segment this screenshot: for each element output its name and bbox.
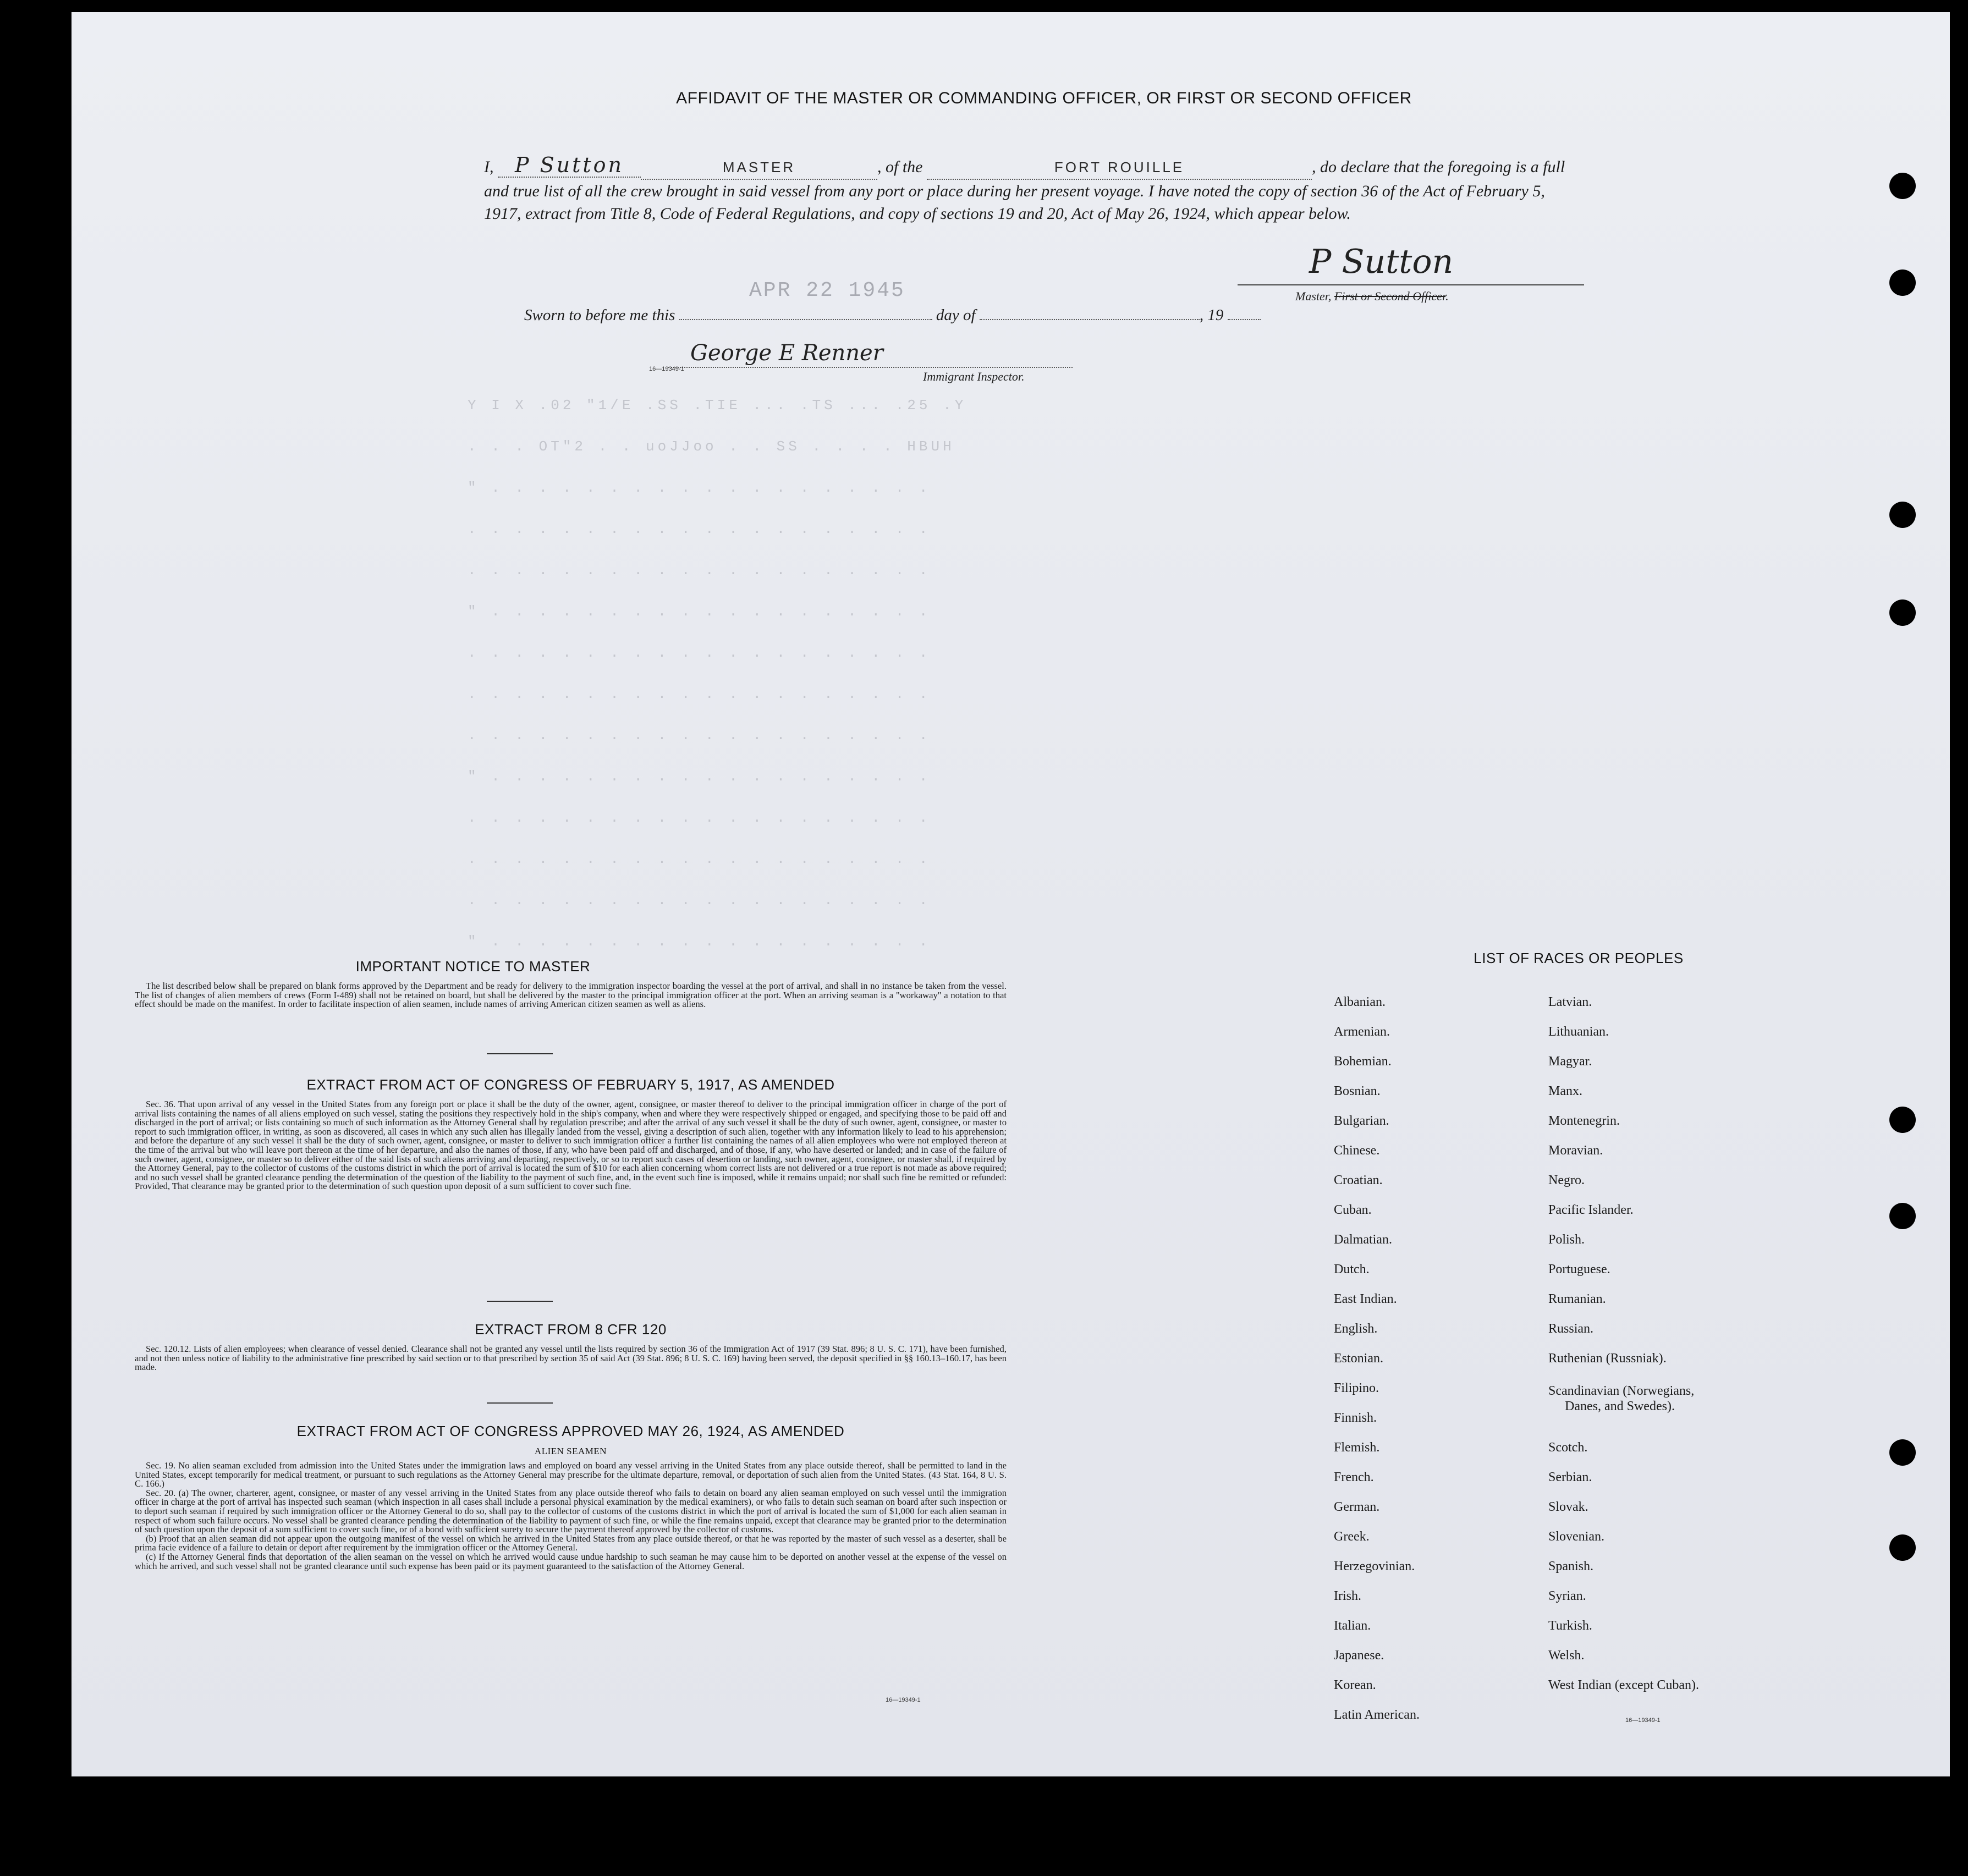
vessel-name-field: FORT ROUILLE <box>927 156 1312 180</box>
notice-heading: IMPORTANT NOTICE TO MASTER <box>355 958 591 975</box>
race-item: Irish. <box>1334 1589 1361 1603</box>
race-item: Spanish. <box>1548 1559 1594 1574</box>
race-item: Herzegovinian. <box>1334 1559 1415 1574</box>
race-item: Ruthenian (Russniak). <box>1548 1351 1667 1366</box>
affidavit-declaration <box>484 154 1579 225</box>
race-item: Japanese. <box>1334 1648 1384 1663</box>
race-item: Dutch. <box>1334 1262 1370 1277</box>
document-page: Y I X .02 "1/E .SS .TIE ... .TS ... .25 .Y . . . OT"2 . . uoJJoo . . SS . . . . HBUH " . . . . . . . . . . . . . . . . . . . . . . . . . . . . . . . . . . . . . . . . . . . . . . . . . . . . . . . . . . . " . . . . . . . . . . . . . . . . . . . . . . . . . . . . . . . . . . . . . . . . . . . . . . . . . . . . . . . . . . . . . . . . . . . . . . . . . . . . . . . " . . . . . . . . . . . . . . . . . . . . . . . . . . . . . . . . . . . . . . . . . . . . . . . . . . . . . . . . . . . . . . . . . . . . . . . . . . . . . . . " . . . . . . . . . . . . . . . . . . . AFFIDAVIT OF THE MASTER OR COMMANDING OFFICER, OR FIRST OR SECOND OFFICER I, P Sutton MASTER , of the FORT ROUILLE , do declare that the foregoing is a full and true list of all the crew brought in said vessel from any port or place during her present voyage. I have noted the copy of section 36 of the Act of February 5, 1917, extract from Title 8, Code of Federal Regulations, and copy of sections 19 and 20, Act of May 26, 1924, which appear below. APR 22 1945 P Sutton Master, First or Second Officer. Sworn to before me this day of , 19 George E Renner 16—19349-1 Immigrant Inspector. IMPORTANT NOTICE TO MASTER The list described below shall be prepared on blank forms approved by the Department and be ready for delivery to the immigration inspector boarding the vessel at the port of arrival, and shall in no instance be taken from the vessel. The list of changes of alien members of crews (Form I-489) shall not be retained on board, but shall be delivered by the master to the principal immigration officer at the port. When an arriving seaman is a "workaway" a notation to that effect should be made on the manifest. In order to facilitate inspection of alien seamen, include names of arriving American citizen seamen as well as aliens. EXTRACT FROM ACT OF CONGRESS OF FEBRUARY 5, 1917, AS AMENDED Sec. 36. That upon arrival of any vessel in the United States from any foreign port or place it shall be the duty of the owner, agent, consignee, or master thereof to deliver to the principal immigration officer in charge of the port of arrival lists containing the names of all aliens employed on such vessel, stating the positions they respectively hold in the ship's company, when and where they were respectively shipped or engaged, and specifying those to be paid off and discharged in the port of arrival; or lists containing so much of such information as the Attorney General shall by regulation prescribe; and after the arrival of any such vessel it shall be the duty of such owner, agent, consignee, or master to report to such immigration officer, in writing, as soon as discovered, all cases in which any such alien has illegally landed from the vessel, giving a description of such alien, together with any information likely to lead to his apprehension; and before the departure of any such vessel it shall be the duty of such owner, agent, consignee, or master to deliver to such immigration officer a further list containing the names of all alien employees who were not employed thereon at the time of the arrival but who will leave port thereon at the time of her departure, and also the names of those, if any, who have been paid off and discharged, and of those, if any, who have deserted or landed; and in case of the failure of such owner, agent, consignee, or master so to deliver either of the said lists of such aliens arriving and departing, respectively, or so to report such cases of desertion or landing, such owner, agent, consignee, or master shall, if required by the Attorney General, pay to the collector of customs of the customs district in which the port of arrival is located the sum of $10 for each alien concerning whom correct lists are not delivered or a true report is not made as above required; and no such vessel shall be granted clearance pending the determination of the question of the liability to the payment of such fine, and, in the event such fine is imposed, while it remains unpaid; nor shall such fine be remitted or refunded: Provided, That clearance may be granted prior to the determination of such question upon deposit of a sum sufficient to cover such fine. EXTRACT FROM 8 CFR 120 Sec. 120.12. Lists of alien employees; when clearance of vessel denied. Clearance shall not be granted any vessel until the lists required by section 36 of the Immigration Act of 1917 (39 Stat. 896; 8 U. S. C. 171), have been furnished, and not then unless notice of liability to the administrative fine prescribed by said section or to that prescribed by section 35 of said Act (39 Stat. 896; 8 U. S. C. 169) having been served, the deposit specified in §§ 160.13–160.17, has been made. EXTRACT FROM ACT OF CONGRESS APPROVED MAY 26, 1924, AS AMENDED ALIEN SEAMEN Sec. 19. No alien seaman excluded from admission into the United States under the immigration laws and employed on board any vessel arriving in the United States from any place outside thereof, shall be permitted to land in the United States, except temporarily for medical treatment, or pursuant to such regulations as the Attorney General may prescribe for the ultimate departure, removal, or deportation of such alien from the United States. (43 Stat. 164, 8 U. S. C. 166.) Sec. 20. (a) The owner, charterer, agent, consignee, or master of any vessel arriving in the United States from any place outside thereof who fails to detain on board any alien seaman employed on such vessel until the immigration officer in charge at the port of arrival has inspected such seaman (which inspection in all cases shall include a personal physical examination by the medical examiners), or who fails to detain such seaman on board after such inspection or to deport such seaman if required by such immigration officer or the Attorney General to do so, shall pay to the collector of customs of the customs district in which the port of arrival is located the sum of $1,000 for each alien seaman in respect of whom such failure occurs. No vessel shall be granted clearance pending the determination of the liability to payment of such fine, or while the fine remains unpaid, except that clearance may be granted prior to the determination of such question upon the deposit of a sum sufficient to cover such fine, or of a bond with sufficient surety to secure the payment thereof approved by the collector of customs. (b) Proof that an alien seaman did not appear upon the outgoing manifest of the vessel on which he arrived in the United States from any place outside thereof, or that he was reported by the master of such vessel as a deserter, shall be prima facie evidence of a failure to detain or deport after requirement by the immigration officer or the Attorney General. (c) If the Attorney General finds that deportation of the alien seaman on the vessel on which he arrived would cause undue hardship to such seaman he may cause him to be deported on another vessel at the expense of the vessel on which he arrived, and such vessel shall not be granted clearance until such expense has been paid or its payment guaranteed to the satisfaction of the Attorney General. 16—19349-1 LIST OF RACES OR PEOPLES Albanian. Armenian. Bohemian. Bosnian. Bulgarian. Chinese. Croatian. Cuban. Dalmatian. Dutch. East Indian. English. Estonian. Filipino. Finnish. Flemish. French. German. Greek. Herzegovinian. Irish. Italian. Japanese. Korean. Latin American. Latvian. Lithuanian. Magyar. Manx. Montenegrin. Moravian. Negro. Pacific Islander. Polish. Portuguese. Rumanian. Russian. Ruthenian (Russniak). Scandinavian (Norwegians, Danes, and Swedes). Scotch. Serbian. Slovak. Slovenian. Spanish. Syrian. Turkish. Welsh. West Indian (except Cuban). 16—19349-1 <box>72 12 1950 1776</box>
notice-paragraph: The list described below shall be prepared on blank forms approved by the Department and be ready for delivery to the immigration inspector boarding the vessel at the port of arrival, and shall in no instance be taken from the vessel. The list of changes of alien members of crews (Form I-489) shall not be retained on board, but shall be delivered by the master to the principal immigration officer at the port. When an arriving seaman is a "workaway" a notation to that effect should be made on the manifest. In order to facilitate inspection of alien seamen, include names of arriving American citizen seamen as well as aliens. <box>135 981 1007 1010</box>
inspector-label: Immigrant Inspector. <box>923 370 1025 383</box>
race-item: Latin American. <box>1334 1708 1420 1722</box>
race-item: Slovenian. <box>1548 1530 1604 1544</box>
sworn-prefix: Sworn to before me this <box>524 306 675 324</box>
race-item: Serbian. <box>1548 1470 1592 1484</box>
day-of-text: day of <box>936 306 976 324</box>
sec20b-paragraph: (b) Proof that an alien seaman did not appear upon the outgoing manifest of the vessel on which he arrived in the United States from any place outside thereof, or that he was reported by the master of such vessel as a deserter, shall be prima facie evidence of a failure to detain or deport after requirement by the immigration officer or the Attorney General. <box>135 1533 1007 1553</box>
sec19-paragraph: Sec. 19. No alien seaman excluded from admission into the United States under the immigration laws and employed on board any vessel arriving in the United States from any place outside thereof, shall be permitted to land in the United States, except temporarily for medical treatment, or pursuant to such regulations as the Attorney General may prescribe for the ultimate departure, removal, or deportation of such alien from the United States. (43 Stat. 164, 8 U. S. C. 166.) <box>135 1460 1007 1489</box>
race-item: Cuban. <box>1334 1203 1372 1217</box>
sworn-line <box>524 306 1294 324</box>
sworn-day-field <box>679 319 932 320</box>
race-item: Italian. <box>1334 1619 1371 1633</box>
race-item: Dalmatian. <box>1334 1233 1392 1247</box>
notice-text <box>135 982 1007 1009</box>
race-item: Bohemian. <box>1334 1054 1392 1069</box>
race-item: Korean. <box>1334 1678 1376 1692</box>
affidavit-title: AFFIDAVIT OF THE MASTER OR COMMANDING OFFICER, OR FIRST OR SECOND OFFICER <box>676 89 1412 107</box>
form-number-right: 16—19349-1 <box>1625 1717 1661 1724</box>
race-item: Latvian. <box>1548 995 1592 1009</box>
race-item: Lithuanian. <box>1548 1025 1609 1039</box>
race-item: Filipino. <box>1334 1381 1379 1395</box>
race-item: Manx. <box>1548 1084 1582 1098</box>
race-item: Turkish. <box>1548 1619 1592 1633</box>
date-stamp: APR 22 1945 <box>749 279 905 302</box>
race-item: Polish. <box>1548 1233 1585 1247</box>
officer-signature-label <box>1295 289 1449 304</box>
extract-1917-heading: EXTRACT FROM ACT OF CONGRESS OF FEBRUARY 5, 1917, AS AMENDED <box>306 1076 835 1093</box>
race-item: Scotch. <box>1548 1440 1588 1455</box>
year-prefix: , 19 <box>1199 306 1224 324</box>
race-item: Estonian. <box>1334 1351 1383 1366</box>
form-number-top: 16—19349-1 <box>649 366 684 372</box>
extract-cfr-text <box>135 1345 1007 1372</box>
extract-1917-text <box>135 1100 1007 1191</box>
extract-cfr-heading: EXTRACT FROM 8 CFR 120 <box>475 1321 667 1338</box>
race-item: Greek. <box>1334 1530 1370 1544</box>
officer-label-end: . <box>1445 289 1449 303</box>
race-item: Syrian. <box>1548 1589 1586 1603</box>
races-list <box>1334 995 1818 1754</box>
race-item: Bosnian. <box>1334 1084 1381 1098</box>
officer-label-struck: First or Second Officer <box>1334 289 1446 303</box>
race-item: Russian. <box>1548 1322 1594 1336</box>
race-item: Slovak. <box>1548 1500 1588 1514</box>
declaration-body: that the foregoing is a full and true list of all the crew brought in said vessel from any port or place during her present voyage. I have noted the copy of section 36 of the Act of February 5, 1917, extract from Title 8, Code of Federal Regulations, and copy of sections 19 and 20, Act of May 26, 1924, which appear below. <box>484 158 1565 223</box>
divider <box>487 1402 553 1404</box>
extract-1924-text <box>135 1461 1007 1571</box>
officer-signature-line <box>1238 243 1584 285</box>
race-item: Rumanian. <box>1548 1292 1606 1306</box>
divider <box>487 1053 553 1054</box>
sec20a-paragraph: Sec. 20. (a) The owner, charterer, agent, consignee, or master of any vessel arriving in the United States from any place outside thereof who fails to detain on board any alien seaman employed on such vessel until the immigration officer in charge at the port of arrival has inspected such seaman (which inspection in all cases shall include a personal physical examination by the medical examiners), or who fails to detain such seaman on board after such inspection or to deport such seaman if required by such immigration officer or the Attorney General to do so, shall pay to the collector of customs of the customs district in which the port of arrival is located the sum of $1,000 for each alien seaman in respect of whom such failure occurs. No vessel shall be granted clearance pending the determination of the liability to payment of such fine, or while the fine remains unpaid, except that clearance may be granted prior to the determination of such question upon the deposit of a sum sufficient to cover such fine, or of a bond with sufficient surety to secure the payment thereof approved by the collector of customs. <box>135 1487 1007 1535</box>
position-field: MASTER <box>641 156 877 180</box>
do-declare-text: , do declare <box>1312 158 1390 176</box>
sworn-year-field <box>1228 319 1261 320</box>
of-the-text: , of the <box>877 158 923 176</box>
race-item: Welsh. <box>1548 1648 1585 1663</box>
extract-cfr-paragraph: Sec. 120.12. Lists of alien employees; when clearance of vessel denied. Clearance shall not be granted any vessel until the lists required by section 36 of the Immigration Act of 1917 (39 Stat. 896; 8 U. S. C. 171), have been furnished, and not then unless notice of liability to the administrative fine prescribed by said section or to that prescribed by section 35 of said Act (39 Stat. 896; 8 U. S. C. 169) having been served, the deposit specified in §§ 160.13–160.17, has been made. <box>135 1344 1007 1373</box>
inspector-signature-line <box>668 340 1073 368</box>
race-item: Finnish. <box>1334 1411 1377 1425</box>
race-item: Moravian. <box>1548 1143 1603 1158</box>
race-item: Magyar. <box>1548 1054 1592 1069</box>
race-item: Albanian. <box>1334 995 1386 1009</box>
race-item: Armenian. <box>1334 1025 1390 1039</box>
race-item: Croatian. <box>1334 1173 1383 1187</box>
form-number-left: 16—19349-1 <box>886 1697 921 1703</box>
race-item: East Indian. <box>1334 1292 1397 1306</box>
race-item: Danes, and Swedes). <box>1565 1399 1675 1413</box>
i-word: I, <box>484 158 494 176</box>
sec20c-paragraph: (c) If the Attorney General finds that deportation of the alien seaman on the vessel on which he arrived would cause undue hardship to such seaman he may cause him to be deported on another vessel at the expense of the vessel on which he arrived, and such vessel shall not be granted clearance until such expense has been paid or its payment guaranteed to the satisfaction of the Attorney General. <box>135 1551 1007 1571</box>
race-item: French. <box>1334 1470 1374 1484</box>
race-item: English. <box>1334 1322 1378 1336</box>
officer-label-master: Master, <box>1295 289 1334 303</box>
divider <box>487 1301 553 1302</box>
race-item: West Indian (except Cuban). <box>1548 1678 1699 1692</box>
sworn-month-field <box>980 319 1200 320</box>
race-item: Chinese. <box>1334 1143 1380 1158</box>
officer-signature: P Sutton <box>1309 243 1454 281</box>
extract-1917-paragraph: Sec. 36. That upon arrival of any vessel in the United States from any foreign port or place it shall be the duty of the owner, agent, consignee, or master thereof to deliver to the principal immigration officer in charge of the port of arrival lists containing the names of all aliens employed on such vessel, stating the positions they respectively hold in the ship's company, when and where they were respectively shipped or engaged, and specifying those to be paid off and discharged in the port of arrival; or lists containing so much of such information as the Attorney General shall by regulation prescribe; and after the arrival of any such vessel it shall be the duty of such owner, agent, consignee, or master to report to such immigration officer, in writing, as soon as discovered, all cases in which any such alien has illegally landed from the vessel, giving a description of such alien, together with any information likely to lead to his apprehension; and before the departure of any such vessel it shall be the duty of such owner, agent, consignee, or master to deliver to such immigration officer a further list containing the names of all alien employees who were not employed thereon at the time of the arrival but who will leave port thereon at the time of her departure, and also the names of those, if any, who have been paid off and discharged, and of those, if any, who have deserted or landed; and in case of the failure of such owner, agent, consignee, or master so to deliver either of the said lists of such aliens arriving and departing, respectively, or so to report such cases of desertion or landing, such owner, agent, consignee, or master shall, if required by the Attorney General, pay to the collector of customs of the customs district in which the port of arrival is located the sum of $10 for each alien concerning whom correct lists are not delivered or a true report is not made as above required; and no such vessel shall be granted clearance pending the determination of the question of the liability to the payment of such fine, and, in the event such fine is imposed, while it remains unpaid; nor shall such fine be remitted or refunded: Provided, That clearance may be granted prior to the determination of such question upon deposit of a sum sufficient to cover such fine. <box>135 1099 1007 1192</box>
race-item: Flemish. <box>1334 1440 1380 1455</box>
race-item: German. <box>1334 1500 1380 1514</box>
signer-name-field: P Sutton <box>498 154 641 178</box>
races-heading: LIST OF RACES OR PEOPLES <box>1474 950 1684 966</box>
race-item: Bulgarian. <box>1334 1114 1389 1128</box>
race-item: Pacific Islander. <box>1548 1203 1634 1217</box>
inspector-signature: George E Renner <box>690 340 883 366</box>
alien-seamen-subheading: ALIEN SEAMEN <box>534 1446 607 1456</box>
race-item: Montenegrin. <box>1548 1114 1620 1128</box>
race-item: Scandinavian (Norwegians, <box>1548 1384 1695 1398</box>
race-item: Portuguese. <box>1548 1262 1610 1277</box>
extract-1924-heading: EXTRACT FROM ACT OF CONGRESS APPROVED MAY 26, 1924, AS AMENDED <box>296 1423 845 1439</box>
race-item: Negro. <box>1548 1173 1585 1187</box>
